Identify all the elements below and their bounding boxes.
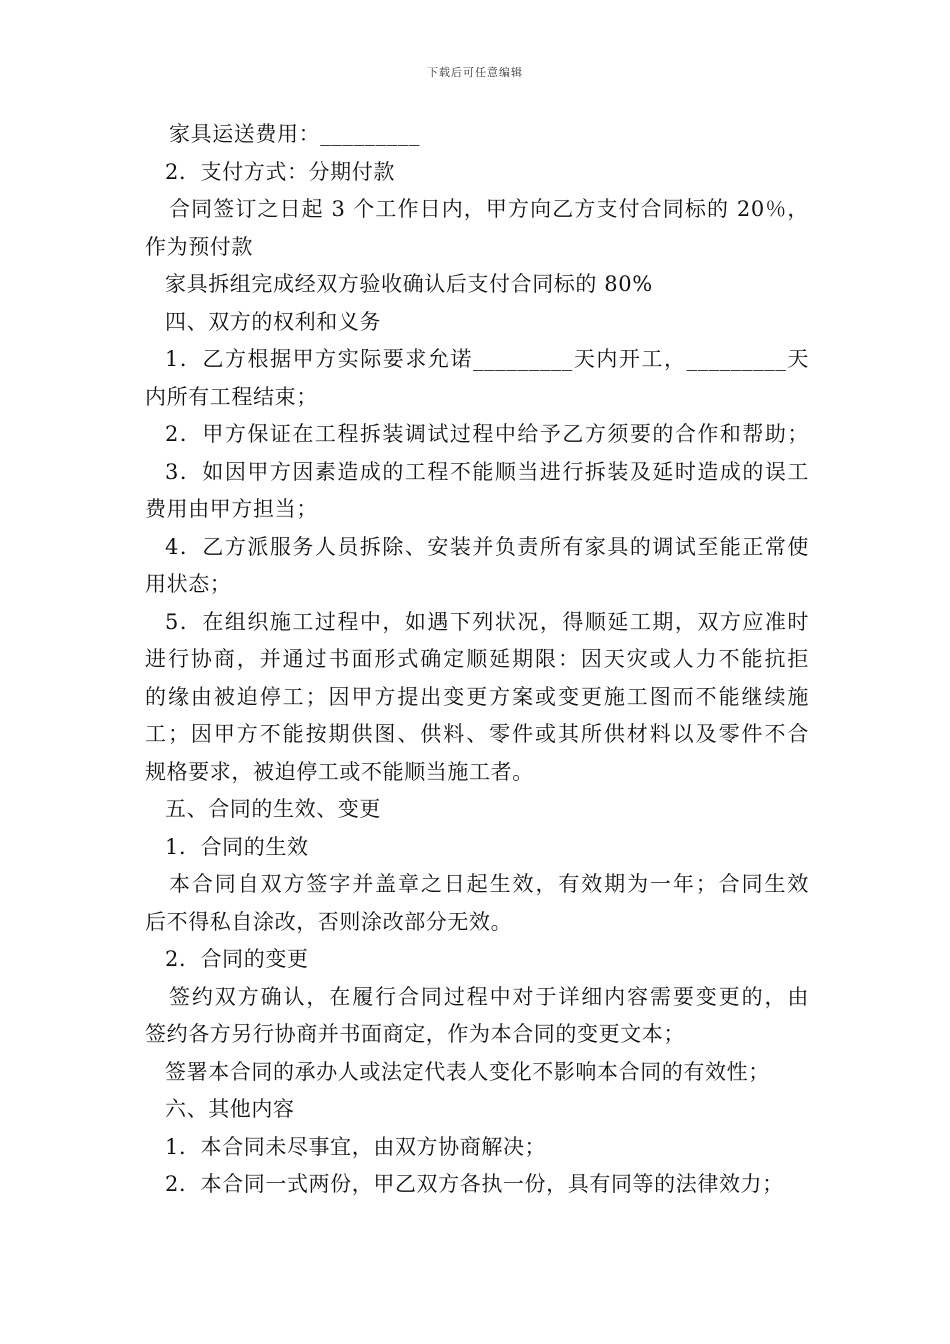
page-header: 下载后可任意编辑 bbox=[427, 66, 523, 79]
section-heading: 六、其他内容 bbox=[165, 1097, 295, 1121]
paragraph-line: 作为预付款 bbox=[145, 234, 253, 259]
paragraph-line: 规格要求，被迫停工或不能顺当施工者。 bbox=[145, 759, 534, 784]
paragraph-line: 费用由甲方担当； bbox=[145, 497, 318, 521]
paragraph-line: 合同签订之日起 3 个工作日内，甲方向乙方支付合同标的 20％， bbox=[169, 197, 809, 221]
paragraph-line: 后不得私自涂改，否则涂改部分无效。 bbox=[145, 909, 513, 934]
section-heading: 四、双方的权利和义务 bbox=[165, 309, 381, 334]
paragraph-line: 1．本合同未尽事宜，由双方协商解决； bbox=[165, 1134, 547, 1159]
subsection-heading: 1．合同的生效 bbox=[165, 834, 309, 859]
paragraph-line: 家具拆组完成经双方验收确认后支付合同标的 80% bbox=[165, 272, 653, 296]
paragraph-line: 2．甲方保证在工程拆装调试过程中给予乙方须要的合作和帮助； bbox=[165, 422, 809, 446]
paragraph-line: 工；因甲方不能按期供图、供料、零件或其所供材料以及零件不合 bbox=[145, 722, 809, 746]
paragraph-line: 签署本合同的承办人或法定代表人变化不影响本合同的有效性； bbox=[165, 1059, 770, 1084]
paragraph-line: 2．本合同一式两份，甲乙双方各执一份，具有同等的法律效力； bbox=[165, 1172, 784, 1196]
paragraph-line: 1．乙方根据甲方实际要求允诺_________天内开工，_________天 bbox=[165, 347, 809, 371]
paragraph-line: 3．如因甲方因素造成的工程不能顺当进行拆装及延时造成的误工 bbox=[165, 459, 809, 484]
subsection-heading: 2．合同的变更 bbox=[165, 947, 309, 971]
paragraph-line: 签约各方另行协商并书面商定，作为本合同的变更文本； bbox=[145, 1022, 685, 1046]
paragraph-line: 内所有工程结束； bbox=[145, 384, 318, 409]
document-body bbox=[145, 116, 809, 1204]
paragraph-line: 签约双方确认，在履行合同过程中对于详细内容需要变更的，由 bbox=[169, 984, 809, 1009]
paragraph-line: 5．在组织施工过程中，如遇下列状况，得顺延工期，双方应准时 bbox=[165, 609, 809, 634]
paragraph-line: 进行协商，并通过书面形式确定顺延期限：因天灾或人力不能抗拒 bbox=[145, 647, 809, 671]
paragraph-line: 家具运送费用：_________ bbox=[169, 122, 421, 146]
section-heading: 五、合同的生效、变更 bbox=[165, 797, 381, 821]
paragraph-line: 本合同自双方签字并盖章之日起生效，有效期为一年；合同生效 bbox=[169, 872, 809, 896]
paragraph-line: 4．乙方派服务人员拆除、安装并负责所有家具的调试至能正常使 bbox=[165, 534, 809, 559]
paragraph-line: 2．支付方式：分期付款 bbox=[165, 159, 395, 184]
paragraph-line: 的缘由被迫停工；因甲方提出变更方案或变更施工图而不能继续施 bbox=[145, 684, 809, 709]
paragraph-line: 用状态； bbox=[145, 572, 232, 596]
